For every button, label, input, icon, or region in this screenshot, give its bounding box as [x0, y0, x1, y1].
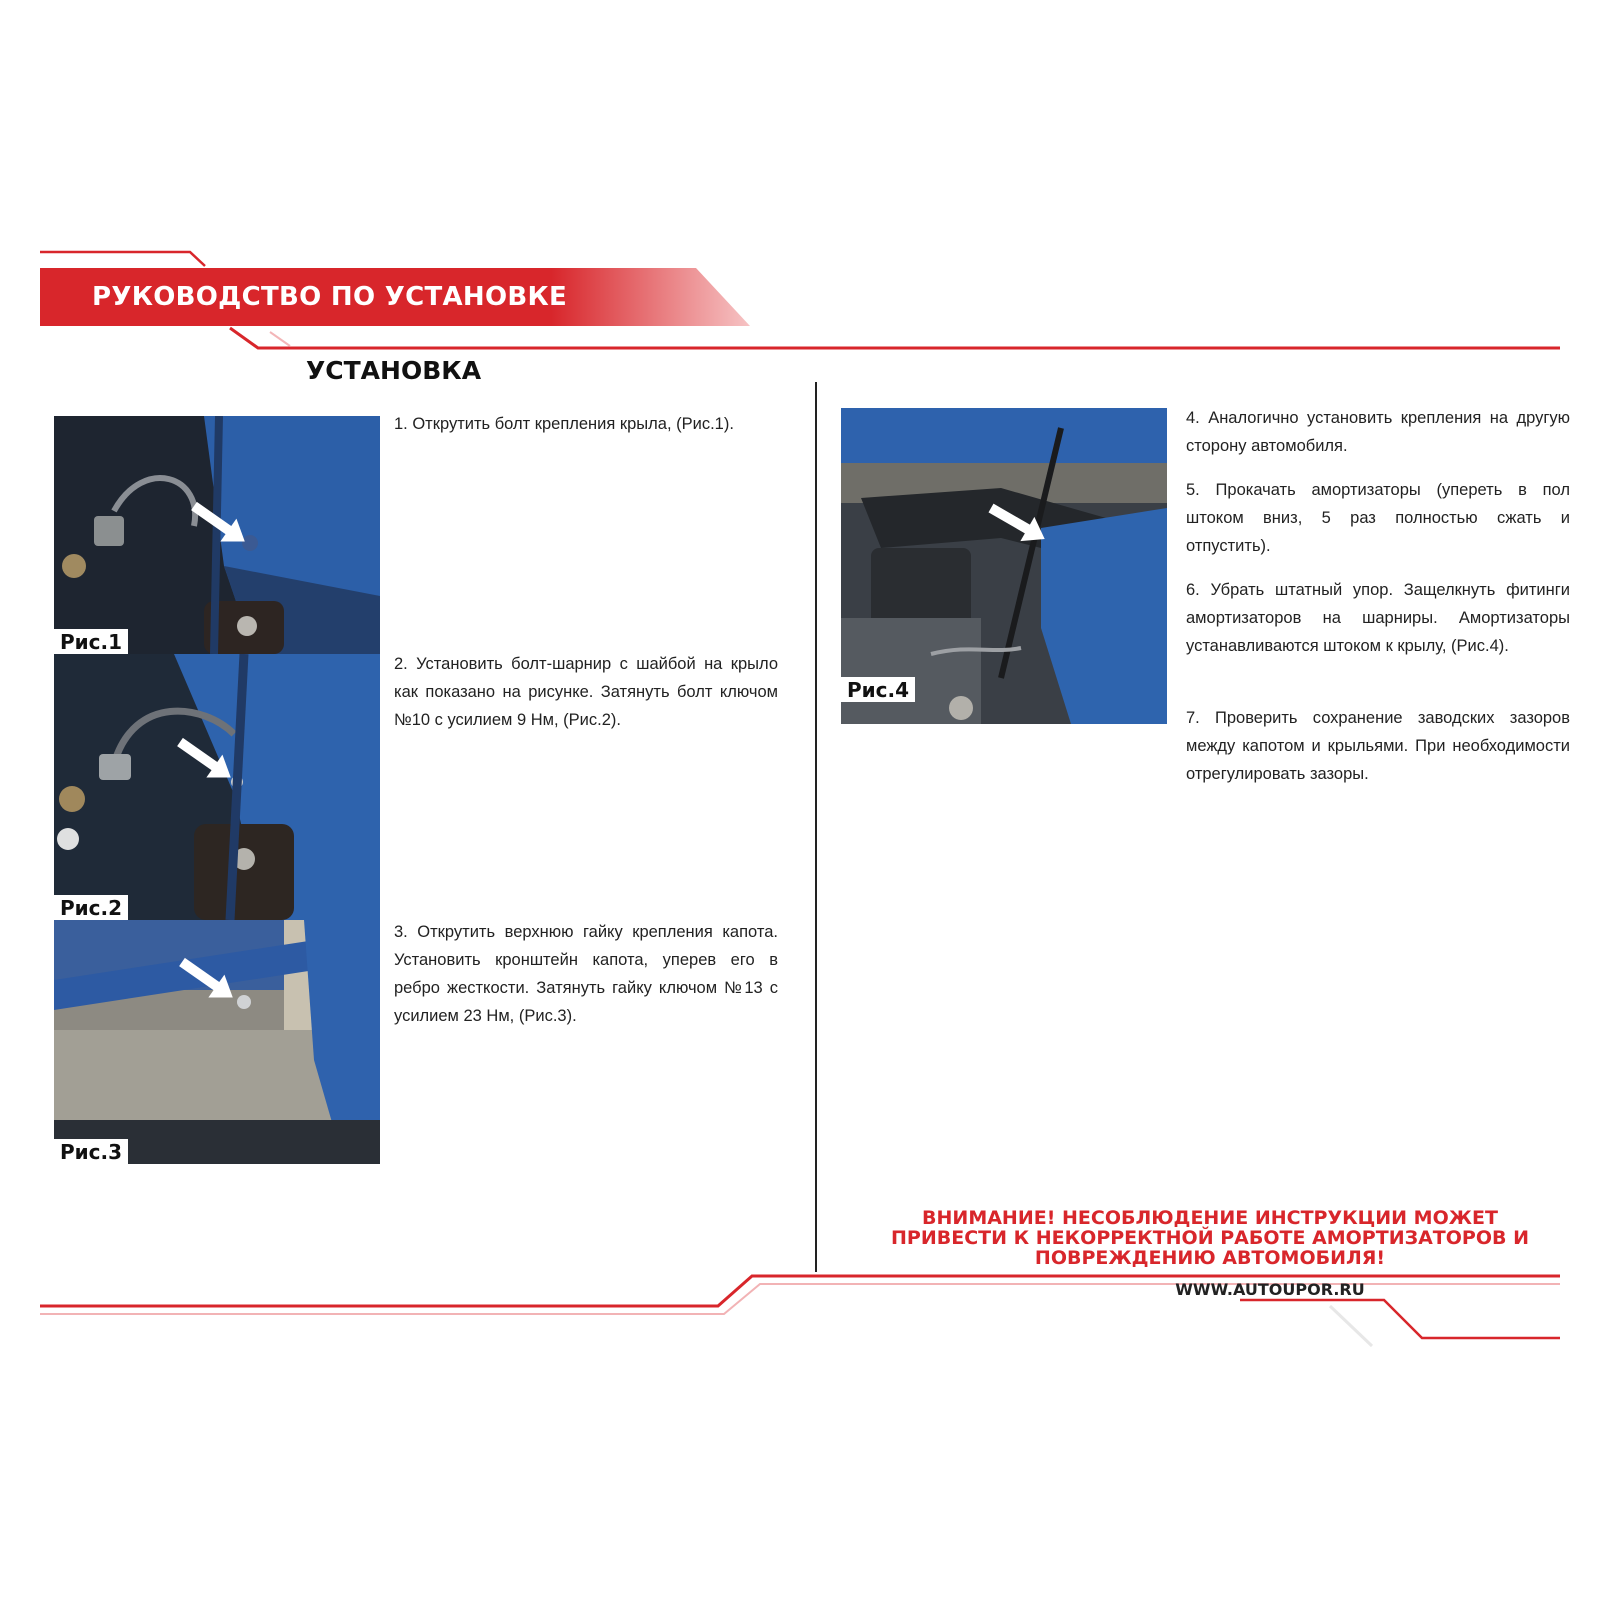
figure-4-photo	[841, 408, 1167, 724]
figure-1-label: Рис.1	[54, 629, 128, 654]
column-divider	[815, 382, 817, 1272]
step-6-text: 6. Убрать штатный упор. Защелкнуть фитинги амортизаторов на шарниры. Амортизаторы устанавливаются штоком к крылу, (Рис.4).	[1186, 581, 1570, 655]
figure-3-label: Рис.3	[54, 1139, 128, 1164]
step-2-text: 2. Установить болт-шарнир с шайбой на крыло как показано на рисунке. Затянуть болт ключом №10 с усилием 9 Нм, (Рис.2).	[394, 655, 778, 729]
figure-2-label: Рис.2	[54, 895, 128, 920]
step-4-text: 4. Аналогично установить крепления на другую сторону автомобиля.	[1186, 409, 1570, 455]
warning-text: ВНИМАНИЕ! НЕСОБЛЮДЕНИЕ ИНСТРУКЦИИ МОЖЕТ ПРИВЕСТИ К НЕКОРРЕКТНОЙ РАБОТЕ АМОРТИЗАТОРОВ И ПОВРЕЖДЕНИЮ АВТОМОБИЛЯ!	[891, 1207, 1529, 1269]
banner-title: РУКОВОДСТВО ПО УСТАНОВКЕ	[92, 282, 568, 312]
figure-4-label: Рис.4	[841, 677, 915, 702]
website-link[interactable]: WWW.AUTOUPOR.RU	[1175, 1280, 1365, 1299]
section-title: УСТАНОВКА	[306, 356, 482, 385]
step-1-text: 1. Открутить болт крепления крыла, (Рис.1).	[394, 415, 734, 433]
step-3-text: 3. Открутить верхнюю гайку крепления капота. Установить кронштейн капота, уперев его в ребро жесткости. Затянуть гайку ключом №13 с усилием 23 Нм, (Рис.3).	[394, 923, 778, 1025]
step-7-text: 7. Проверить сохранение заводских зазоров между капотом и крыльями. При необходимости отрегулировать зазоры.	[1186, 709, 1570, 783]
figure-3-photo	[54, 920, 380, 1164]
step-5-text: 5. Прокачать амортизаторы (упереть в пол штоком вниз, 5 раз полностью сжать и отпустить).	[1186, 481, 1570, 555]
figure-2-photo	[54, 654, 380, 920]
figure-1-photo	[54, 416, 380, 654]
